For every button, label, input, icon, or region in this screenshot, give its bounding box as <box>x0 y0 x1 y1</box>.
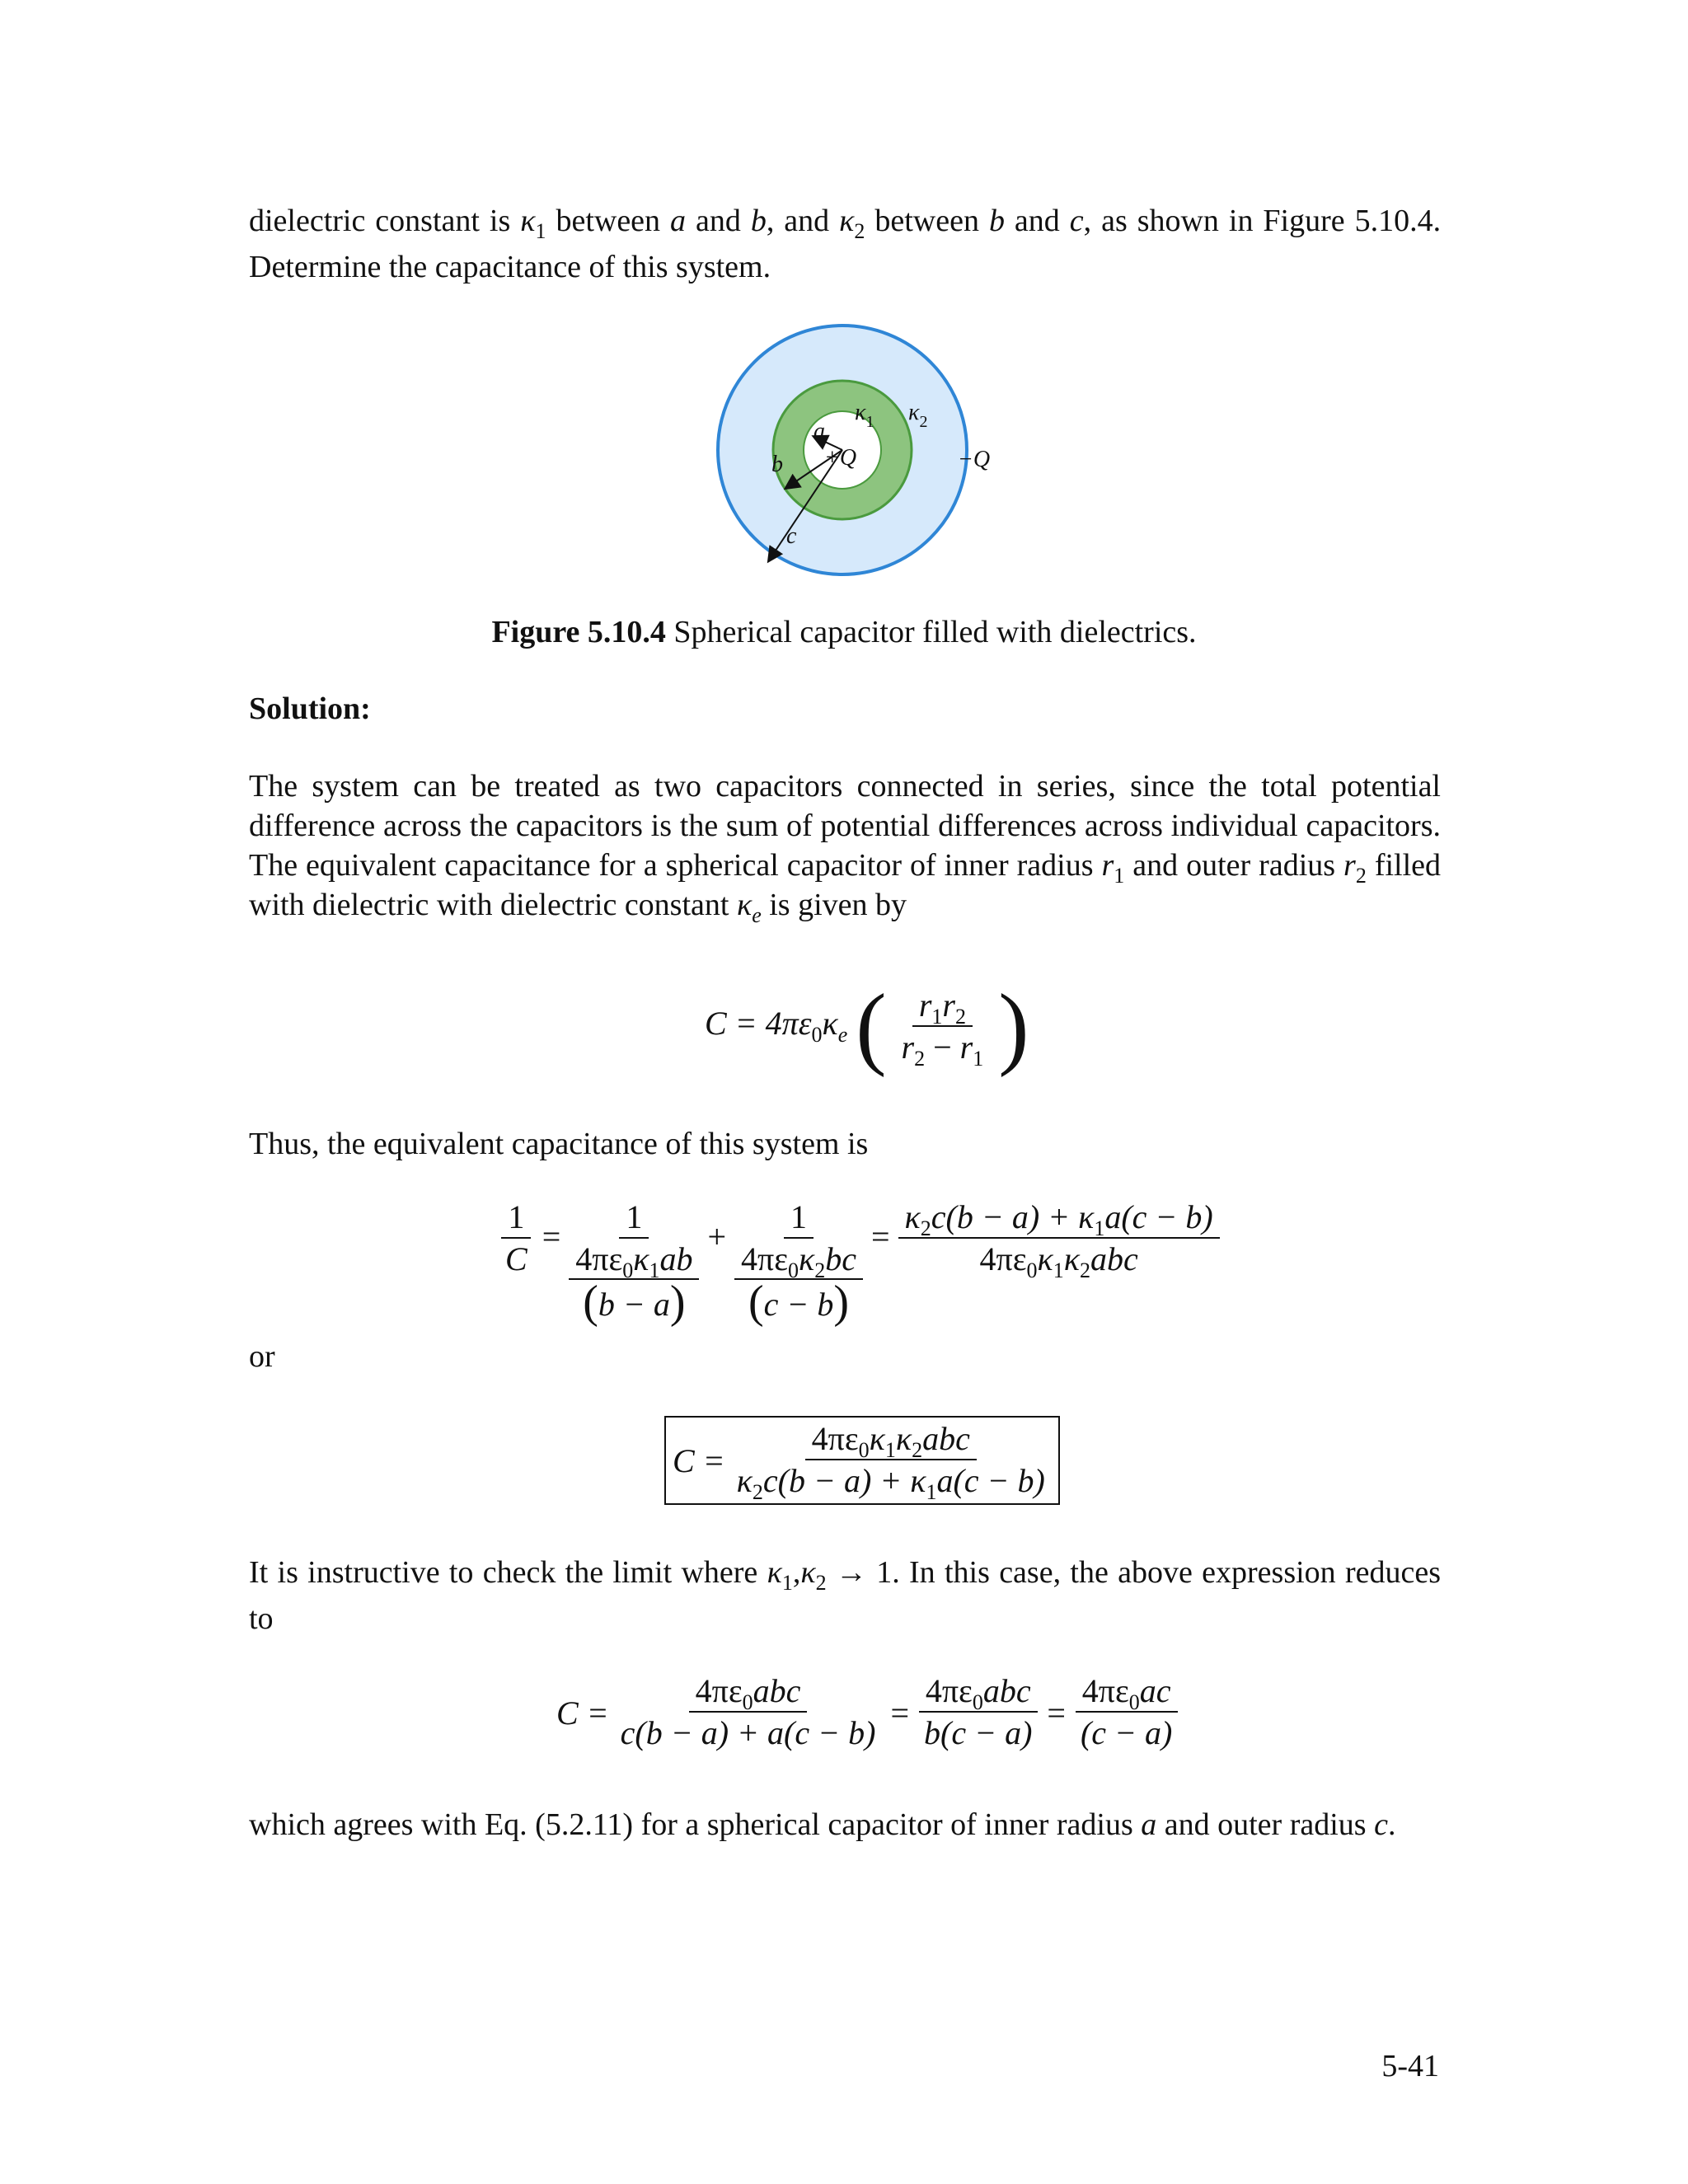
page-number: 5-41 <box>1381 2049 1439 2083</box>
explanation-text: filled with dielectric with dielectric constant <box>249 848 1442 922</box>
subscript: 2 <box>854 219 865 243</box>
intro-text: between <box>874 204 979 238</box>
figure-caption <box>0 614 1688 650</box>
caption-text: Spherical capacitor filled with dielectrics. <box>665 615 1197 649</box>
eq-lhs: C = <box>673 1441 725 1479</box>
subscript: 0 <box>811 1023 823 1047</box>
fraction-term2: 1 $4\pi\varepsilon_0\kappa_2bc$ (c − b) <box>734 1199 863 1324</box>
kappa-symbol: κ <box>520 204 536 238</box>
fraction-term1: 1 $4\pi\varepsilon_0\kappa_1ab$ (b − a) <box>569 1199 699 1324</box>
subscript: 2 <box>815 1571 827 1595</box>
var-b: b <box>988 204 1005 238</box>
kappa-symbol: κ <box>839 204 855 238</box>
label-b: b <box>771 452 783 477</box>
var-r: r <box>1343 848 1356 883</box>
denominator: $r_2 - r_1$ <box>901 1029 984 1071</box>
label-plus-q: +Q <box>824 445 857 471</box>
subscript: 1 <box>781 1571 793 1595</box>
fraction-1: $\frac{4\pi\varepsilon_0abc}{c(b - a) + a(c - b)}$ <box>620 1672 876 1751</box>
fraction-result: $\frac{\kappa_2c(b - a) + \kappa_1a(c - b)}{4\pi\varepsilon_0\kappa_1\kappa_2abc}$ <box>898 1199 1220 1278</box>
label-minus-q: −Q <box>958 447 991 472</box>
intro-text: , as shown in Figure 5.10.4. Determine the capacitance of this system. <box>249 204 1442 284</box>
subscript: e <box>752 903 762 927</box>
var-c: c <box>1374 1807 1388 1842</box>
numerator: $r_1r_2$ <box>912 987 973 1027</box>
kappa-symbol: κ <box>800 1555 816 1590</box>
agreement-text: and outer radius <box>1164 1807 1367 1842</box>
fraction-2: $\frac{4\pi\varepsilon_0abc}{b(c - a)}$ <box>917 1673 1039 1752</box>
var-b: b <box>750 204 767 238</box>
intro-paragraph <box>249 198 1441 290</box>
subscript: 2 <box>1355 864 1367 888</box>
limit-text: It is instructive to check the limit where <box>249 1555 758 1590</box>
kappa-symbol: κ <box>736 888 753 922</box>
explanation-text: is given by <box>769 888 907 922</box>
var-c: c <box>1069 204 1084 238</box>
fraction-1-over-c: $\frac{1}{C}$ <box>499 1199 534 1278</box>
eq-lhs: C = 4πε <box>705 1005 812 1043</box>
equation-spherical-capacitance <box>705 976 1029 1078</box>
var-a: a <box>1141 1807 1157 1842</box>
equation-vacuum-limit: C = $\frac{4\pi\varepsilon_0abc}{c(b - a) + a(c - b)}$ = $\frac{4\pi\varepsilon_0abc}{b(c - a)}$ = $\frac{4\pi\varepsilon_0ac}{(c - a)}$ <box>556 1673 1179 1752</box>
var-r: r <box>1101 848 1114 883</box>
period: . <box>1387 1807 1396 1842</box>
agreement-text: which agrees with Eq. (5.2.11) for a spherical capacitor of inner radius <box>249 1807 1133 1842</box>
subscript: 1 <box>1114 864 1125 888</box>
caption-label: Figure 5.10.4 <box>491 615 666 649</box>
label-c: c <box>786 523 797 549</box>
agreement-paragraph <box>249 1802 1441 1848</box>
intro-text: and <box>1014 204 1060 238</box>
subscript: e <box>837 1023 848 1047</box>
thus-paragraph: Thus, the equivalent capacitance of this system is <box>249 1127 869 1161</box>
intro-text: between <box>556 204 661 238</box>
right-paren: ) <box>998 976 1029 1078</box>
intro-text: dielectric constant is <box>249 204 511 238</box>
intro-text: , and <box>766 204 830 238</box>
equation-boxed-result <box>664 1416 1060 1505</box>
or-text: or <box>249 1339 275 1374</box>
explanation-paragraph <box>249 766 1441 925</box>
fraction: $\frac{4\pi\varepsilon_0\kappa_1\kappa_2abc}{\kappa_2c(b - a) + \kappa_1a(c - b)}$ <box>736 1420 1045 1504</box>
fraction-3: $\frac{4\pi\varepsilon_0ac}{(c - a)}$ <box>1074 1673 1179 1752</box>
kappa-symbol: κ <box>822 1005 838 1043</box>
explanation-text: and outer radius <box>1132 848 1336 883</box>
eq-lhs: C = <box>556 1694 609 1732</box>
fraction <box>895 987 991 1071</box>
figure-spherical-capacitor <box>692 321 1039 585</box>
label-kappa1: $\kappa_1$ <box>855 400 874 431</box>
intro-text: and <box>696 204 741 238</box>
left-paren: ( <box>856 976 887 1078</box>
label-kappa2: $\kappa_2$ <box>908 400 928 431</box>
limit-paragraph <box>249 1549 1441 1642</box>
kappa-symbol: κ <box>767 1555 782 1590</box>
solution-heading: Solution: <box>249 691 371 726</box>
equation-series-capacitance: $\frac{1}{C}$ = 1 $4\pi\varepsilon_0\kappa_1ab$ (b − a) + 1 $4\pi\varepsilon_0\kappa_2bc$ (c − b) = $\frac{\kappa_2c(b - a) + \kappa_1a(c - b)}{4\pi\varepsilon_0\kappa_1\kappa_2abc}$ <box>499 1199 1220 1324</box>
label-a: a <box>814 419 825 444</box>
explanation-text: The system can be treated as two capacitors connected in series, since the total potential difference across the capacitors is the sum of potential differences across individual capacitors. The equivalent capacitance for a spherical capacitor of inner radius <box>249 769 1441 883</box>
comma: , <box>792 1555 801 1590</box>
subscript: 1 <box>535 219 546 243</box>
limit-arrow: → 1. <box>826 1555 900 1590</box>
limit-text: In this case, the above expression reduces to <box>249 1555 1442 1636</box>
var-a: a <box>670 204 687 238</box>
